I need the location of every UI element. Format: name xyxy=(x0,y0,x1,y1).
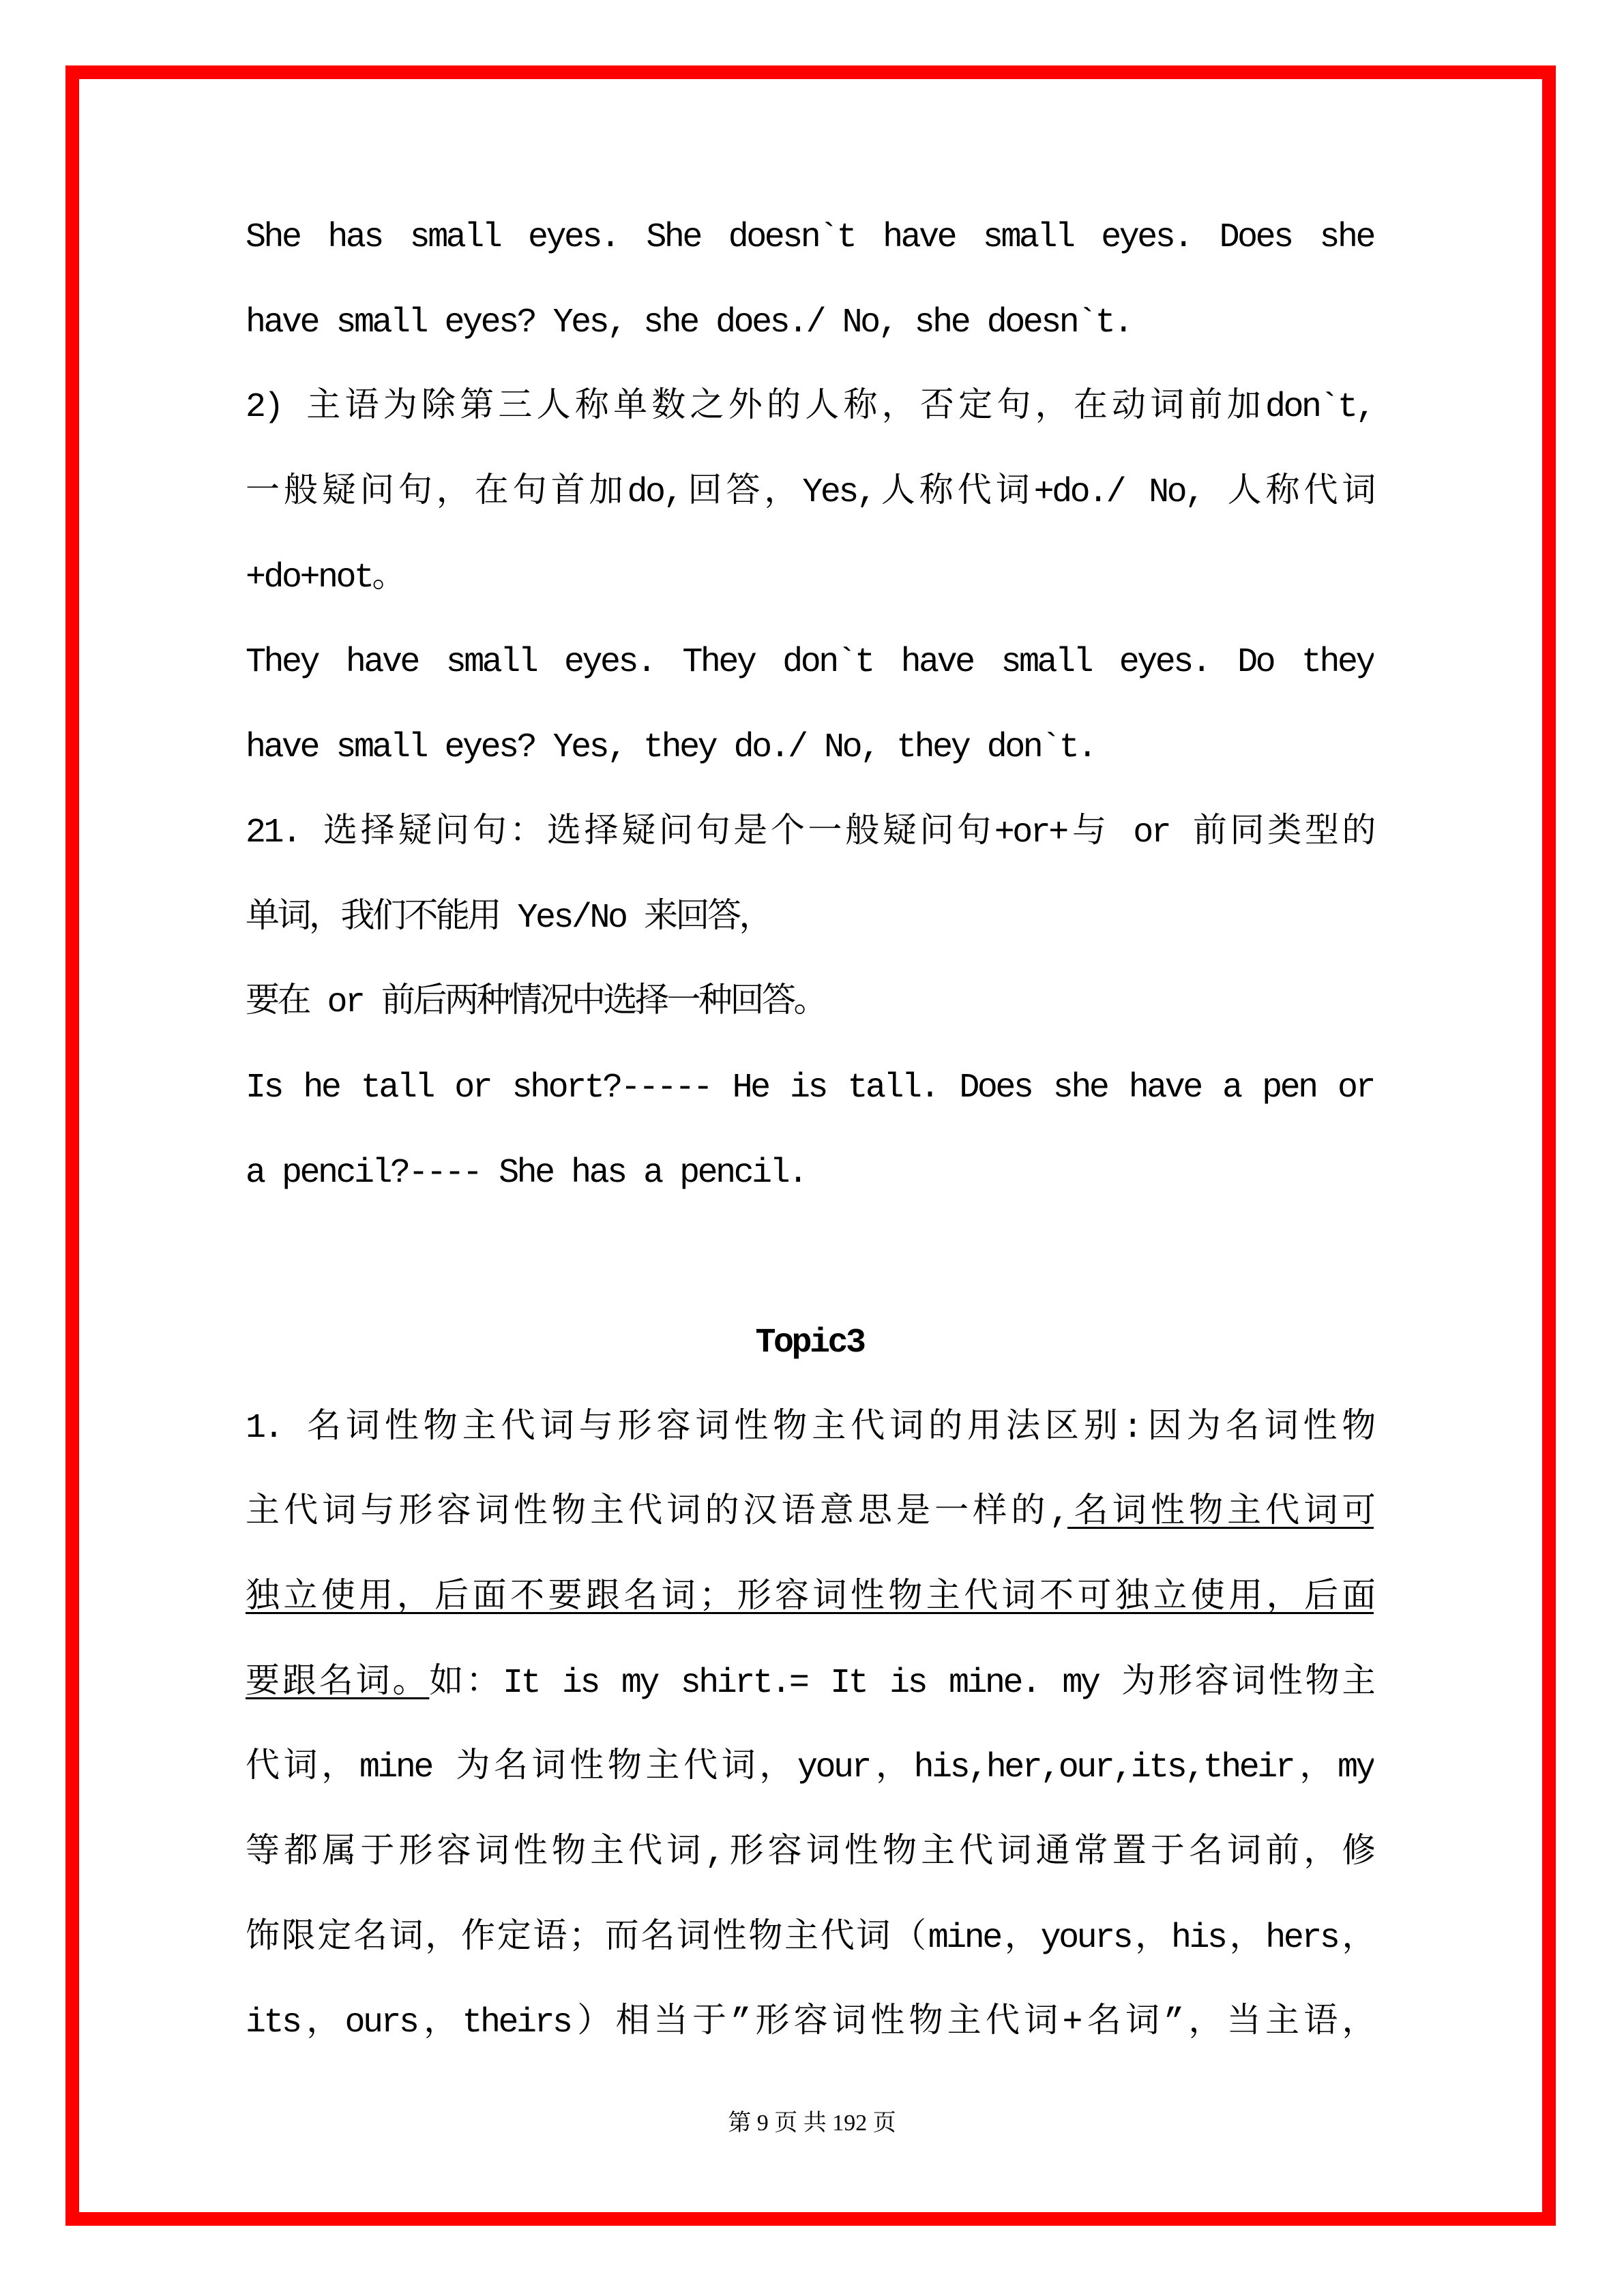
text-line xyxy=(246,1386,1374,1472)
underlined-text: 要跟名词。 xyxy=(246,1663,430,1703)
text-line xyxy=(246,1641,1374,1727)
text-segment: its，ours，theirs）相当于”形容词性物主代词+名词”，当主语， xyxy=(246,2003,1374,2043)
text-line: a pencil?---- She has a pencil. xyxy=(246,1153,806,1193)
text-line: 单词，我们不能用 Yes/No 来回答， xyxy=(246,898,771,938)
text-line: 2) 主语为除第三人称单数之外的人称，否定句，在动词前加don`t, xyxy=(246,388,1374,428)
text-line: Is he tall or short?----- He is tall. Does she have a pen or xyxy=(246,1068,1374,1107)
text-segment: 主代词与形容词性物主代词的汉语意思是一样的, xyxy=(246,1493,1068,1533)
text-segment: 如：It is my shirt.= It is mine. my 为形容词性物主 xyxy=(429,1663,1374,1703)
text-segment: 等都属于形容词性物主代词,形容词性物主代词通常置于名词前，修 xyxy=(246,1834,1374,1873)
text-line: 要在 or 前后两种情况中选择一种回答。 xyxy=(246,983,826,1023)
text-line: have small eyes? Yes, they do./ No, they don`t. xyxy=(246,728,1095,768)
document-body xyxy=(246,196,1374,2066)
text-line xyxy=(246,1726,1374,1811)
text-line: 21. 选择疑问句：选择疑问句是个一般疑问句+or+与 or 前同类型的 xyxy=(246,813,1374,852)
text-line xyxy=(246,1811,1374,1896)
text-segment: 代词，mine 为名词性物主代词，your，his,her,our,its,their，my xyxy=(246,1748,1374,1788)
underlined-text: 名词性物主代词可 xyxy=(1067,1493,1374,1533)
text-line: She has small eyes. She doesn`t have small eyes. Does she xyxy=(246,218,1374,257)
text-line: 一般疑问句，在句首加do,回答，Yes,人称代词+do./ No, 人称代词 xyxy=(246,473,1374,513)
page-number-footer: 第 9 页 共 192 页 xyxy=(728,2111,896,2136)
text-line: They have small eyes. They don`t have small eyes. Do they xyxy=(246,643,1374,683)
text-line: +do+not。 xyxy=(246,558,404,597)
section-heading: Topic3 xyxy=(755,1323,864,1362)
text-line xyxy=(246,1896,1374,1982)
text-line xyxy=(246,1471,1374,1556)
underlined-text: 独立使用，后面不要跟名词；形容词性物主代词不可独立使用，后面 xyxy=(246,1579,1374,1617)
text-line: have small eyes? Yes, she does./ No, she doesn`t. xyxy=(246,303,1132,342)
text-segment: 饰限定名词，作定语；而名词性物主代词（mine，yours，his，hers， xyxy=(246,1918,1374,1958)
text-line xyxy=(246,1981,1374,2066)
blank-line xyxy=(246,1216,1374,1301)
text-line xyxy=(246,1556,1374,1641)
text-segment: 1. 名词性物主代词与形容词性物主代词的用法区别:因为名词性物 xyxy=(246,1408,1374,1448)
